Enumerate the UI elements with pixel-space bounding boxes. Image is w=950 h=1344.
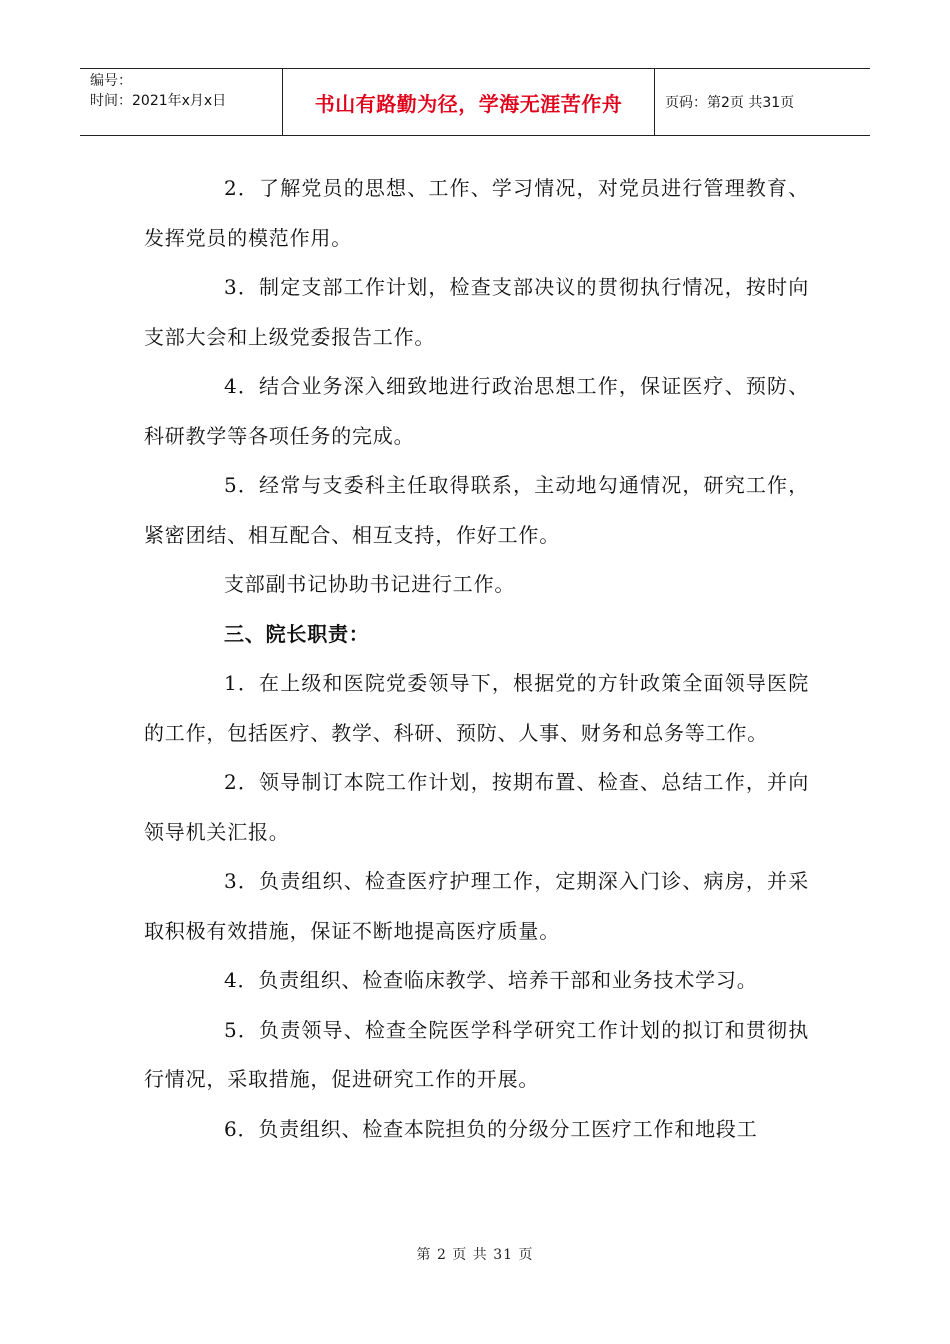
section-heading: 三、院长职责： [224, 621, 370, 646]
paragraph: 3．制定支部工作计划，检查支部决议的贯彻执行情况，按时向支部大会和上级党委报告工作。 [144, 275, 809, 349]
page-footer: 第 2 页 共 31 页 [416, 1247, 534, 1263]
document-body [144, 164, 809, 1154]
header-meta [80, 69, 283, 135]
header-motto: 书山有路勤为径，学海无涯苦作舟 [283, 69, 655, 135]
paragraph: 2．了解党员的思想、工作、学习情况，对党员进行管理教育、发挥党员的模范作用。 [144, 176, 809, 250]
paragraph: 支部副书记协助书记进行工作。 [224, 572, 516, 596]
paragraph: 4．结合业务深入细致地进行政治思想工作，保证医疗、预防、科研教学等各项任务的完成。 [144, 374, 809, 448]
number-label: 编号： [90, 73, 132, 89]
paragraph: 2．领导制订本院工作计划，按期布置、检查、总结工作，并向领导机关汇报。 [144, 770, 809, 844]
paragraph: 1．在上级和医院党委领导下，根据党的方针政策全面领导医院的工作，包括医疗、教学、科研、预防、人事、财务和总务等工作。 [144, 671, 809, 745]
header-page-info: 页码：第2页 共31页 [665, 95, 795, 111]
paragraph: 3．负责组织、检查医疗护理工作，定期深入门诊、病房，并采取积极有效措施，保证不断地提高医疗质量。 [144, 869, 809, 943]
paragraph: 5．经常与支委科主任取得联系，主动地勾通情况，研究工作，紧密团结、相互配合、相互支持，作好工作。 [144, 473, 809, 547]
paragraph: 4．负责组织、检查临床教学、培养干部和业务技术学习。 [224, 968, 758, 992]
time-label: 时间：2021年x月x日 [90, 93, 227, 109]
paragraph: 5．负责领导、检查全院医学科学研究工作计划的拟订和贯彻执行情况，采取措施，促进研究工作的开展。 [144, 1017, 809, 1091]
paragraph: 6．负责组织、检查本院担负的分级分工医疗工作和地段工 [224, 1116, 758, 1141]
document-header [80, 68, 870, 136]
